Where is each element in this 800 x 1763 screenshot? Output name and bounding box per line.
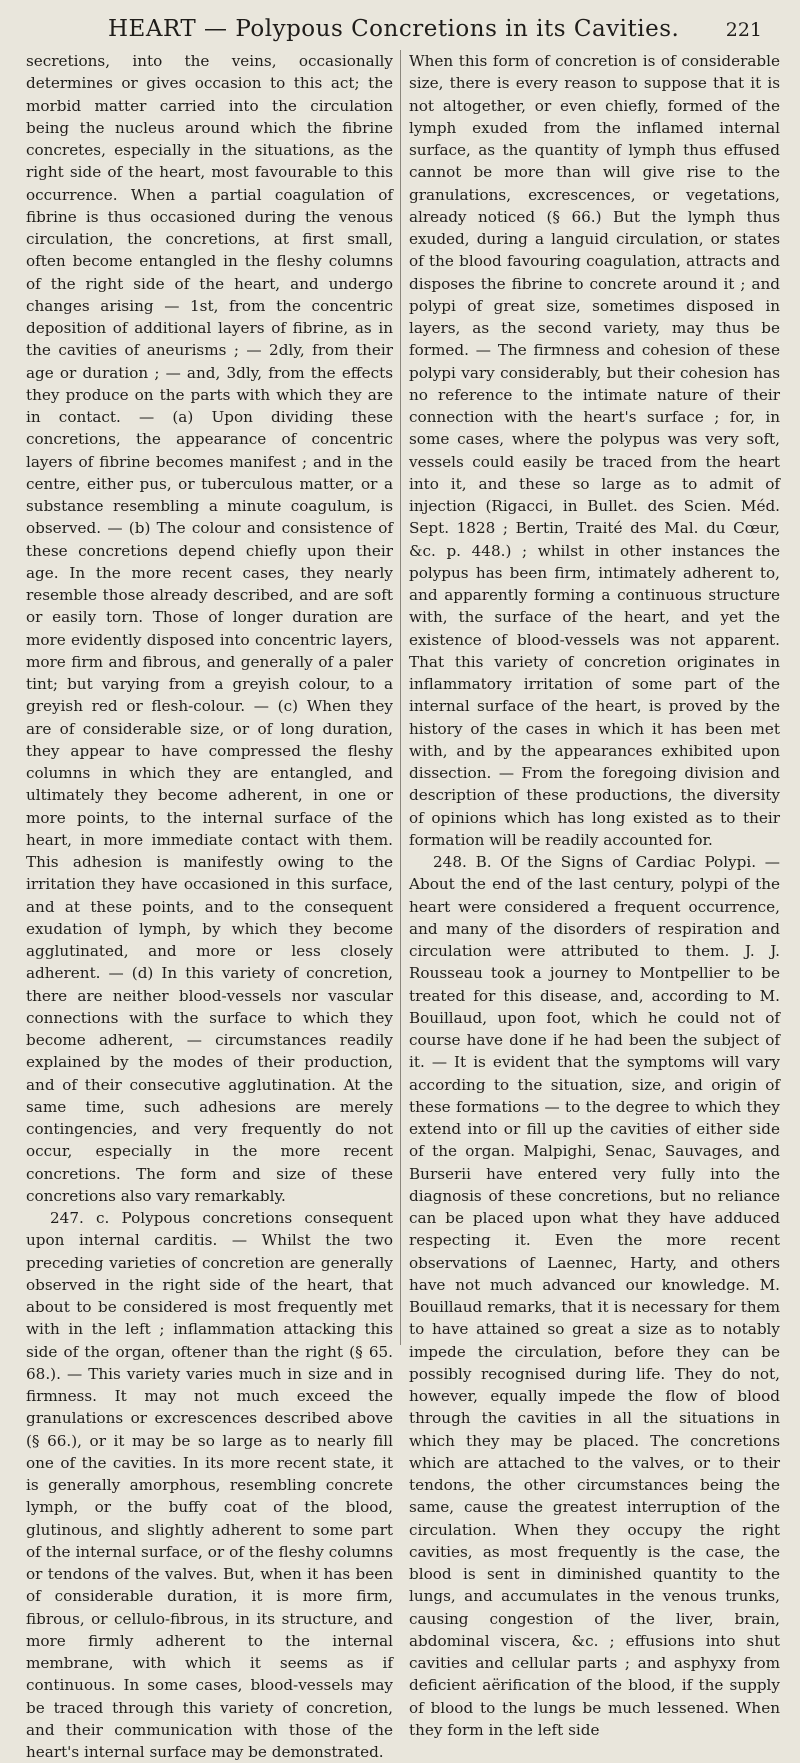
running-title: HEART — Polypous Concretions in its Cavities. [108, 16, 680, 42]
text-columns [20, 50, 780, 1761]
running-head [20, 8, 780, 50]
left-column [20, 50, 400, 1761]
paragraph: 247. c. Polypous concretions consequent upon internal carditis. — Whilst the two preceding varieties of concretion are generally observed in the right side of the heart, that about to be considered is most frequently met with in the left ; inflammation attacking this side of the organ, oftener than the right (§ 65. 68.). — This variety varies much in size and in firmness. It may not much exceed the granulations or excrescences described above (§ 66.), or it may be so large as to nearly fill one of the cavities. In its more recent state, it is generally amorphous, resembling concrete lymph, or the buffy coat of the blood, glutinous, and slightly adherent to some part of the internal surface, or of the fleshy columns or tendons of the valves. But, when it has been of considerable duration, it is more firm, fibrous, or cellulo-fibrous, in its structure, and more firmly adherent to the internal membrane, with which it seems as if continuous. In some cases, blood-vessels may be traced through this variety of concretion, and their communication with those of the heart's internal surface may be demonstrated. [26, 1209, 393, 1761]
paragraph: secretions, into the veins, occasionally determines or gives occasion to this act; the morbid matter carried into the circulation being the nucleus around which the fibrine concretes, especially in the situations, as the right side of the heart, most favourable to this occurrence. When a partial coagulation of fibrine is thus occasioned during the venous circulation, the concretions, at first small, often become entangled in the fleshy columns of the right side of the heart, and undergo changes arising — 1st, from the concentric deposition of additional layers of fibrine, as in the cavities of aneurisms ; — 2dly, from their age or duration ; — and, 3dly, from the effects they produce on the parts with which they are in contact. — (a) Upon dividing these concretions, the appearance of concentric layers of fibrine becomes manifest ; and in the centre, either pus, or tuberculous matter, or a substance resembling a minute coagulum, is observed. — (b) The colour and consistence of these concretions depend chiefly upon their age. In the more recent cases, they nearly resemble those already described, and are soft or easily torn. Those of longer duration are more evidently disposed into concentric layers, more firm and fibrous, and generally of a paler tint; but varying from a greyish colour, to a greyish red or flesh-colour. — (c) When they are of considerable size, or of long duration, they appear to have compressed the fleshy columns in which they are entangled, and ultimately they become adherent, in one or more points, to the internal surface of the heart, in more immediate contact with them. This adhesion is manifestly owing to the irritation they have occasioned in this surface, and at these points, and to the consequent exudation of lymph, by which they become agglutinated, and more or less closely adherent. — (d) In this variety of concretion, there are neither blood-vessels nor vascular connections with the surface to which they become adherent, — circumstances readily explained by the modes of their production, and of their consecutive agglutination. At the same time, such adhesions are merely contingencies, and very frequently do not occur, especially in the more recent concretions. The form and size of these concretions also vary remarkably. [26, 52, 393, 1205]
paragraph: When this form of concretion is of considerable size, there is every reason to suppose that it is not altogether, or even chiefly, formed of the lymph exuded from the inflamed internal surface, as the quantity of lymph thus effused cannot be more than will give rise to the granulations, excrescences, or vegetations, already noticed (§ 66.) But the lymph thus exuded, during a languid circulation, or states of the blood favouring coagulation, attracts and disposes the fibrine to concrete around it ; and polypi of great size, sometimes disposed in layers, as the second variety, may thus be formed. — The firmness and cohesion of these polypi vary considerably, but their cohesion has no reference to the intimate nature of their connection with the heart's surface ; for, in some cases, where the polypus was very soft, vessels could easily be traced from the heart into it, and these so large as to admit of injection (Rigacci, in Bullet. des Scien. Méd. Sept. 1828 ; Bertin, Traité des Mal. du Cœur, &c. p. 448.) ; whilst in other instances the polypus has been firm, intimately adherent to, and apparently forming a continuous structure with, the surface of the heart, and yet the existence of blood-vessels was not apparent. That this variety of concretion originates in inflammatory irritation of some part of the internal surface of the heart, is proved by the history of the cases in which it has been met with, and by the appearances exhibited upon dissection. — From the foregoing division and description of these productions, the diversity of opinions which has long existed as to their formation will be readily accounted for. [409, 52, 780, 849]
paragraph: 248. B. Of the Signs of Cardiac Polypi. — About the end of the last century, polypi of the heart were considered a frequent occurrence, and many of the disorders of respiration and circulation were attributed to them. J. J. Rousseau took a journey to Montpellier to be treated for this disease, and, according to M. Bouillaud, upon foot, which he could not of course have done if he had been the subject of it. — It is evident that the symptoms will vary according to the situation, size, and origin of these formations — to the degree to which they extend into or fill up the cavities of either side of the organ. Malpighi, Senac, Sauvages, and Burserii have entered very fully into the diagnosis of these concretions, but no reliance can be placed upon what they have adduced respecting it. Even the more recent observations of Laennec, Harty, and others have not much advanced our knowledge. M. Bouillaud remarks, that it is necessary for them to have attained so great a size as to notably impede the circulation, before they can be possibly recognised during life. They do not, however, equally impede the flow of blood through the cavities in all the situations in which they may be placed. The concretions which are attached to the valves, or to their tendons, the other circumstances being the same, cause the greatest interruption of the circulation. When they occupy the right cavities, as most frequently is the case, the blood is sent in diminished quantity to the lungs, and accumulates in the venous trunks, causing congestion of the liver, brain, abdominal viscera, &c. ; effusions into shut cavities and cellular parts ; and asphyxy from deficient aërification of the blood, if the supply of blood to the lungs be much lessened. When they form in the left side [409, 853, 780, 1739]
right-column [400, 50, 780, 1739]
page-number: 221 [725, 19, 762, 41]
